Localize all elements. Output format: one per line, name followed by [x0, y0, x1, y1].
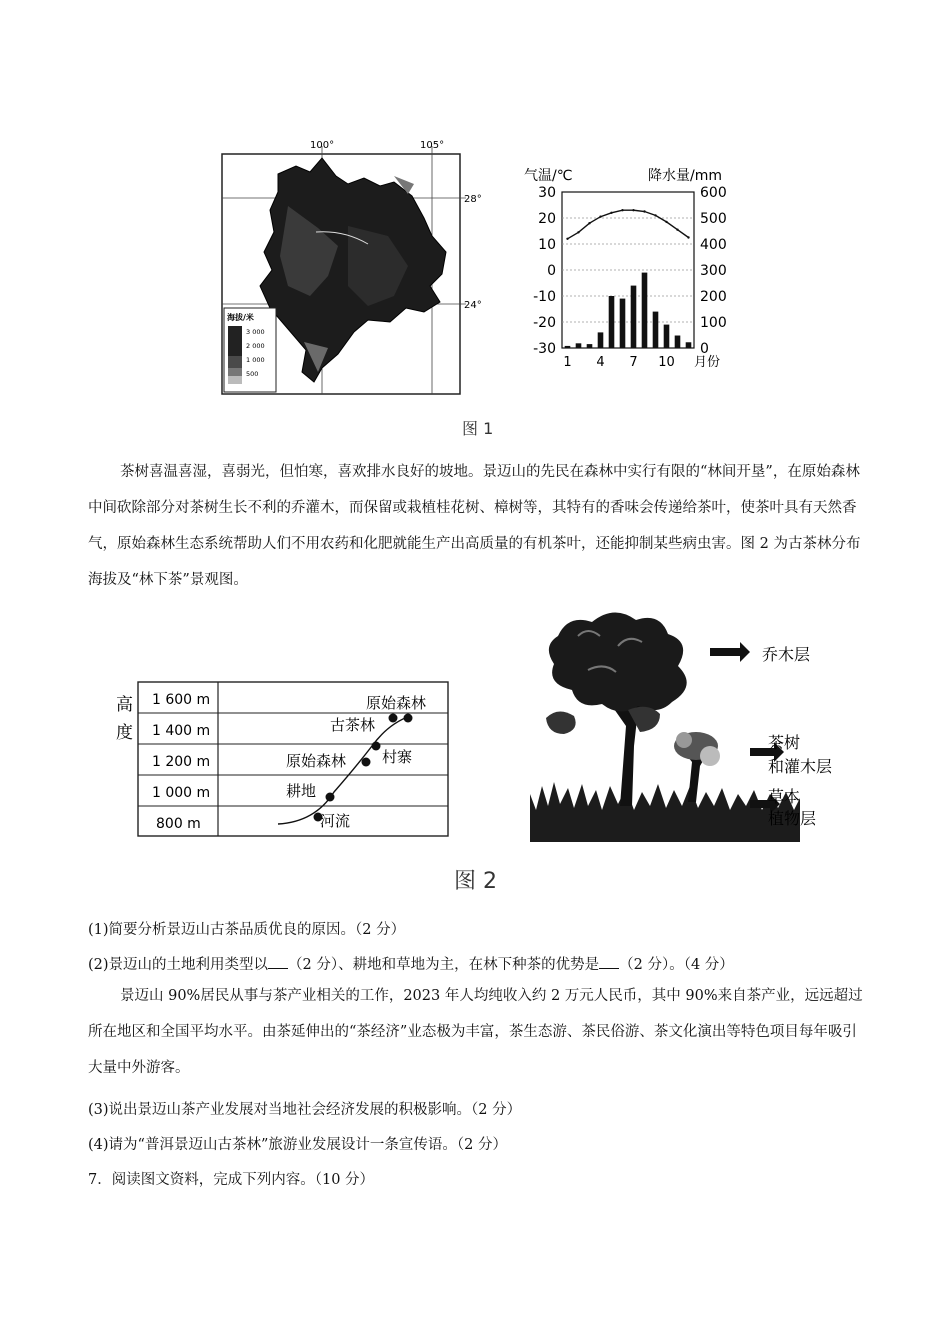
precip-bar: [565, 346, 571, 348]
right-tick-label: 400: [700, 237, 727, 253]
altitude-axis-title-1: 高: [116, 695, 133, 715]
right-axis-title: 降水量/mm: [648, 168, 722, 184]
right-tick-label: 100: [700, 315, 727, 331]
right-tick-label: 600: [700, 185, 727, 201]
month-tick-label: 1: [563, 355, 572, 370]
precip-bar: [631, 286, 637, 348]
question-4: (4)请为“普洱景迈山古茶林”旅游业发展设计一条宣传语。（2 分）: [88, 1137, 507, 1153]
question-7: 7．阅读图文资料，完成下列内容。（10 分）: [88, 1172, 375, 1188]
left-tick-label: -10: [533, 289, 556, 305]
precip-bar: [576, 343, 582, 348]
passage-tea-economy: 景迈山 90%居民从事与茶产业相关的工作，2023 年人均纯收入约 2 万元人民币，其中 90%来自茶产业，远远超过所在地区和全国平均水平。由茶延伸出的“茶经济”业态极为丰富，茶生态游、茶民俗游、茶文化演出等特色项目每年吸引大量中外游客。: [88, 988, 863, 1076]
zone-ancient-tea-forest: 古茶林: [330, 716, 376, 734]
month-unit-label: 月份: [694, 355, 721, 370]
right-tick-label: 200: [700, 289, 727, 305]
temperature-point: [654, 214, 656, 216]
legend-level-3000: 3 000: [246, 328, 265, 336]
question-2-part-c: （2 分）。（4 分）: [619, 957, 734, 973]
layer-tea-shrub-line2: 和灌木层: [768, 757, 833, 776]
left-tick-label: 20: [538, 211, 556, 227]
right-tick-label: 300: [700, 263, 727, 279]
left-tick-label: 10: [538, 237, 556, 253]
precip-bar: [653, 312, 659, 348]
temperature-line: [568, 210, 689, 239]
precip-bar: [598, 332, 604, 348]
zone-farmland: 耕地: [286, 782, 317, 800]
temperature-point: [643, 210, 645, 212]
passage-tea-forest: 茶树喜温喜湿，喜弱光，但怕寒，喜欢排水良好的坡地。景迈山的先民在森林中实行有限的“林间开垦”，在原始森林中间砍除部分对茶树生长不利的乔灌木，而保留或栽植桂花树、樟树等，其特有的香味会传递给茶叶，使茶叶具有天然香气，原始森林生态系统帮助人们不用农药和化肥就能生产出高质量的有机茶叶，还能抑制某些病虫害。图 2 为古茶林分布海拔及“林下茶”景观图。: [88, 464, 861, 588]
figure1-caption: 图 1: [462, 419, 494, 438]
left-tick-label: 30: [538, 185, 556, 201]
lat-label-24: 24°: [464, 300, 482, 311]
zone-river: 河流: [320, 812, 351, 830]
precip-bar: [587, 344, 593, 348]
legend-level-2000: 2 000: [246, 342, 265, 350]
precip-bar: [664, 325, 670, 348]
temperature-point: [632, 209, 634, 211]
month-tick-label: 4: [596, 355, 605, 370]
question-2-part-b: （2 分）、耕地和草地为主，在林下种茶的优势是: [288, 957, 600, 973]
layer-tree: 乔木层: [762, 645, 811, 664]
temperature-point: [665, 221, 667, 223]
legend-level-500: 500: [246, 370, 259, 378]
altitude-1000: 1 000 m: [152, 785, 211, 801]
left-tick-label: 0: [547, 263, 556, 279]
altitude-800: 800 m: [156, 816, 201, 832]
temperature-point: [687, 236, 689, 238]
left-tick-label: -20: [533, 315, 556, 331]
zone-village: 村寨: [382, 748, 413, 766]
temperature-point: [610, 212, 612, 214]
precip-bar: [609, 296, 615, 348]
legend-level-1000: 1 000: [246, 356, 265, 364]
question-3: (3)说出景迈山茶产业发展对当地社会经济发展的积极影响。（2 分）: [88, 1102, 522, 1118]
question-2: [88, 953, 734, 974]
legend-title: 海拔/米: [227, 313, 254, 322]
left-axis-title: 气温/℃: [524, 168, 573, 184]
month-tick-label: 7: [629, 355, 638, 370]
tea-under-forest-landscape: [528, 606, 848, 848]
temperature-point: [599, 216, 601, 218]
question-1: (1)简要分析景迈山古茶品质优良的原因。（2 分）: [88, 922, 406, 938]
lon-label-105: 105°: [420, 140, 445, 151]
right-tick-label: 0: [700, 341, 709, 357]
altitude-axis-title-2: 度: [116, 723, 133, 743]
lat-label-28: 28°: [464, 194, 482, 205]
precip-bar: [620, 299, 626, 348]
altitude-1200: 1 200 m: [152, 754, 211, 770]
right-tick-label: 500: [700, 211, 727, 227]
climate-chart: [518, 160, 738, 376]
temperature-point: [588, 222, 590, 224]
altitude-1600: 1 600 m: [152, 692, 211, 708]
left-tick-label: -30: [533, 341, 556, 357]
precip-bar: [675, 336, 681, 348]
lon-label-100: 100°: [310, 140, 335, 151]
temperature-point: [676, 229, 678, 231]
answer-blank-2[interactable]: [599, 954, 619, 969]
figure2-caption: 图 2: [454, 869, 497, 894]
temperature-point: [566, 238, 568, 240]
temperature-point: [577, 231, 579, 233]
altitude-diagram: [110, 676, 455, 842]
precip-bar: [686, 342, 692, 348]
zone-primeval-forest-top: 原始森林: [366, 694, 427, 712]
answer-blank-1[interactable]: [268, 954, 288, 969]
precip-bar: [642, 273, 648, 348]
month-tick-label: 10: [658, 355, 675, 370]
yunnan-relief-map: [218, 136, 482, 398]
altitude-1400: 1 400 m: [152, 723, 211, 739]
layer-herb-line2: 植物层: [768, 809, 817, 828]
temperature-point: [621, 209, 623, 211]
layer-tea-shrub-line1: 茶树: [768, 733, 801, 752]
layer-herb-line1: 草本: [768, 787, 801, 806]
zone-primeval-forest-mid: 原始森林: [286, 752, 347, 770]
question-2-part-a: (2)景迈山的土地利用类型以: [88, 957, 269, 973]
